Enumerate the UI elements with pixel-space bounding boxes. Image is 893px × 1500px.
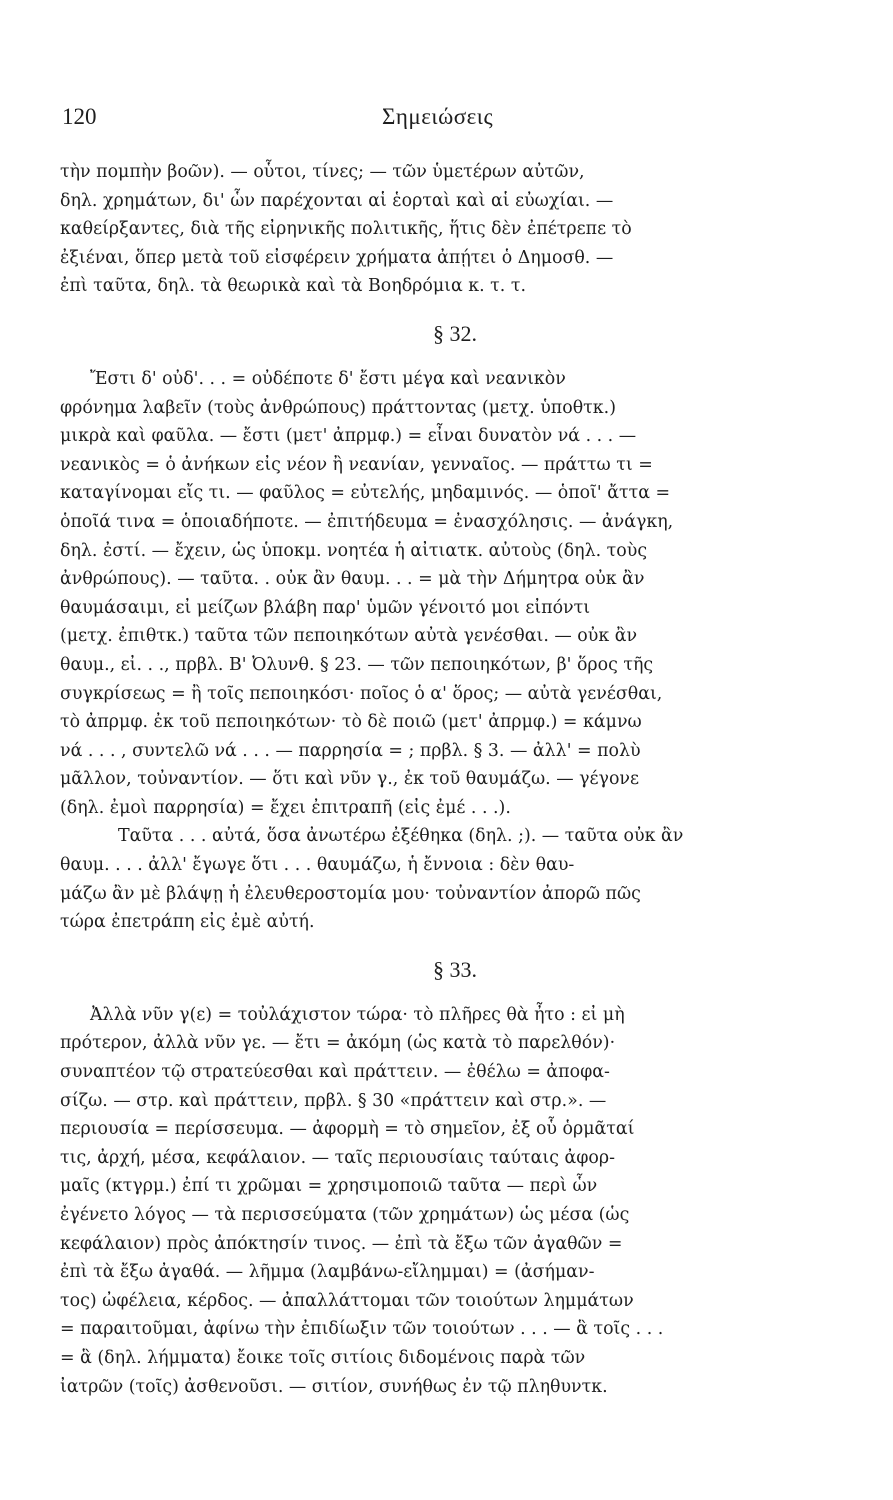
page-number: 120 — [62, 104, 97, 129]
section-heading-32: § 32. — [433, 320, 477, 346]
text-line: μαῖς (κτγρμ.) ἐπί τι χρῶμαι = χρησιμοποιῶ ταῦτα — περὶ ὧν — [60, 1176, 598, 1197]
notes-block-2 — [60, 365, 850, 823]
text-line: = παραιτοῦμαι, ἀφίνω τὴν ἐπιδίωξιν τῶν τοιούτων . . . — ἃ τοῖς . . . — [60, 1319, 664, 1340]
text-line: σίζω. — στρ. καὶ πράττειν, πρβλ. § 30 «πράττειν καὶ στρ.». — — [60, 1090, 607, 1111]
text-line: = ἃ (δηλ. λήμματα) ἔοικε τοῖς σιτίοις διδομένοις παρὰ τῶν — [60, 1347, 586, 1368]
text-line: ὁποῖά τινα = ὁποιαδήποτε. — ἐπιτήδευμα = ἐνασχόλησις. — ἀνάγκη, — [60, 511, 674, 532]
text-line: (μετχ. ἐπιθτκ.) ταῦτα τῶν πεποιηκότων αὐτὰ γενέσθαι. — οὐκ ἂν — [60, 626, 638, 647]
text-line: μικρὰ καὶ φαῦλα. — ἔστι (μετ' ἀπρμφ.) = εἶναι δυνατὸν νά . . . — — [60, 426, 637, 447]
text-line: ἐξιέναι, ὅπερ μετὰ τοῦ εἰσφέρειν χρήματα ἀπῄτει ὁ Δημοσθ. — — [60, 247, 614, 268]
text-line: Ἀλλὰ νῦν γ(ε) = τοὐλάχιστον τώρα· τὸ πλῆρες θὰ ἦτο : εἰ μὴ — [90, 1004, 625, 1025]
notes-block-1 — [60, 158, 850, 301]
text-line: ἐπὶ τὰ ἔξω ἀγαθά. — λῆμμα (λαμβάνω-εἴλημμαι) = (ἀσήμαν- — [60, 1262, 595, 1283]
text-line: θαυμ. . . . ἀλλ' ἔγωγε ὅτι . . . θαυμάζω, ἡ ἔννοια : δὲν θαυ- — [60, 855, 575, 876]
text-line: συναπτέον τῷ στρατεύεσθαι καὶ πράττειν. — ἐθέλω = ἀποφα- — [60, 1062, 610, 1083]
text-line: μᾶλλον, τοὐναντίον. — ὅτι καὶ νῦν γ., ἐκ τοῦ θαυμάζω. — γέγονε — [60, 769, 639, 790]
text-line: περιουσία = περίσσευμα. — ἀφορμὴ = τὸ σημεῖον, ἐξ οὗ ὁρμᾶταί — [60, 1119, 635, 1140]
text-line: συγκρίσεως = ἢ τοῖς πεποιηκόσι· ποῖος ὁ α' ὅρος; — αὐτὰ γενέσθαι, — [60, 683, 663, 704]
text-line: Ἔστι δ' οὐδ'. . . = οὐδέποτε δ' ἔστι μέγα καὶ νεανικὸν — [90, 368, 566, 389]
notes-block-3 — [60, 822, 850, 936]
text-line: θαυμάσαιμι, εἰ μείζων βλάβη παρ' ὑμῶν γένοιτό μοι εἰπόντι — [60, 597, 591, 618]
text-line: ἐπὶ ταῦτα, δηλ. τὰ θεωρικὰ καὶ τὰ Βοηδρόμια κ. τ. τ. — [60, 276, 526, 297]
text-line: θαυμ., εἰ. . ., πρβλ. Β' Ὀλυνθ. § 23. — τῶν πεποιηκότων, β' ὅρος τῆς — [60, 654, 654, 675]
text-line: τώρα ἐπετράπη εἰς ἐμὲ αὐτή. — [60, 912, 315, 933]
text-line: καθείρξαντες, διὰ τῆς εἰρηνικῆς πολιτικῆς, ἥτις δὲν ἐπέτρεπε τὸ — [60, 219, 632, 240]
section-heading-33: § 33. — [433, 956, 477, 982]
text-line: ἐγένετο λόγος — τὰ περισσεύματα (τῶν χρημάτων) ὡς μέσα (ὡς — [60, 1205, 630, 1225]
text-line: νά . . . , συντελῶ νά . . . — παρρησία = ; πρβλ. § 3. — ἀλλ' = πολὺ — [60, 740, 641, 761]
page — [60, 96, 850, 1401]
running-title: Σημειώσεις — [382, 104, 494, 129]
text-line: νεανικὸς = ὁ ἀνήκων εἰς νέον ἢ νεανίαν, γενναῖος. — πράττω τι = — [60, 454, 653, 475]
text-line: (δηλ. ἐμοὶ παρρησία) = ἔχει ἐπιτραπῆ (εἰς ἐμέ . . .). — [60, 797, 511, 818]
text-line: Ταῦτα . . . αὐτά, ὅσα ἀνωτέρω ἐξέθηκα (δηλ. ;). — ταῦτα οὐκ ἂν — [118, 826, 684, 847]
text-line: ἰατρῶν (τοῖς) ἀσθενοῦσι. — σιτίον, συνήθως ἐν τῷ πληθυντκ. — [60, 1376, 608, 1397]
text-line: μάζω ἂν μὲ βλάψῃ ἡ ἐλευθεροστομία μου· τοὐναντίον ἀπορῶ πῶς — [60, 883, 641, 904]
text-line: πρότερον, ἀλλὰ νῦν γε. — ἔτι = ἀκόμη (ὡς κατὰ τὸ παρελθόν)· — [60, 1033, 616, 1054]
text-line: τὴν πομπὴν βοῶν). — οὗτοι, τίνες; — τῶν ὑμετέρων αὐτῶν, — [60, 162, 585, 182]
text-line: δηλ. χρημάτων, δι' ὧν παρέχονται αἱ ἑορταὶ καὶ αἱ εὐωχίαι. — — [60, 190, 614, 211]
text-line: τος) ὠφέλεια, κέρδος. — ἀπαλλάττομαι τῶν τοιούτων λημμάτων — [60, 1290, 634, 1311]
text-line: ἀνθρώπους). — ταῦτα. . οὐκ ἂν θαυμ. . . = μὰ τὴν Δήμητρα οὐκ ἂν — [60, 569, 645, 590]
text-line: καταγίνομαι εἴς τι. — φαῦλος = εὐτελής, μηδαμινός. — ὁποῖ' ἄττα = — [60, 483, 671, 504]
text-line: τις, ἀρχή, μέσα, κεφάλαιον. — ταῖς περιουσίαις ταύταις ἀφορ- — [60, 1147, 615, 1168]
text-line: κεφάλαιον) πρὸς ἀπόκτησίν τινος. — ἐπὶ τὰ ἔξω τῶν ἀγαθῶν = — [60, 1233, 623, 1254]
text-line: φρόνημα λαβεῖν (τοὺς ἀνθρώπους) πράττοντας (μετχ. ὑποθτκ.) — [60, 397, 616, 418]
text-line: δηλ. ἐστί. — ἔχειν, ὡς ὑποκμ. νοητέα ἡ αἰτιατκ. αὐτοὺς (δηλ. τοὺς — [60, 540, 648, 561]
notes-block-4 — [60, 1001, 850, 1401]
page-header — [60, 96, 850, 140]
text-line: τὸ ἀπρμφ. ἐκ τοῦ πεποιηκότων· τὸ δὲ ποιῶ (μετ' ἀπρμφ.) = κάμνω — [60, 712, 642, 733]
